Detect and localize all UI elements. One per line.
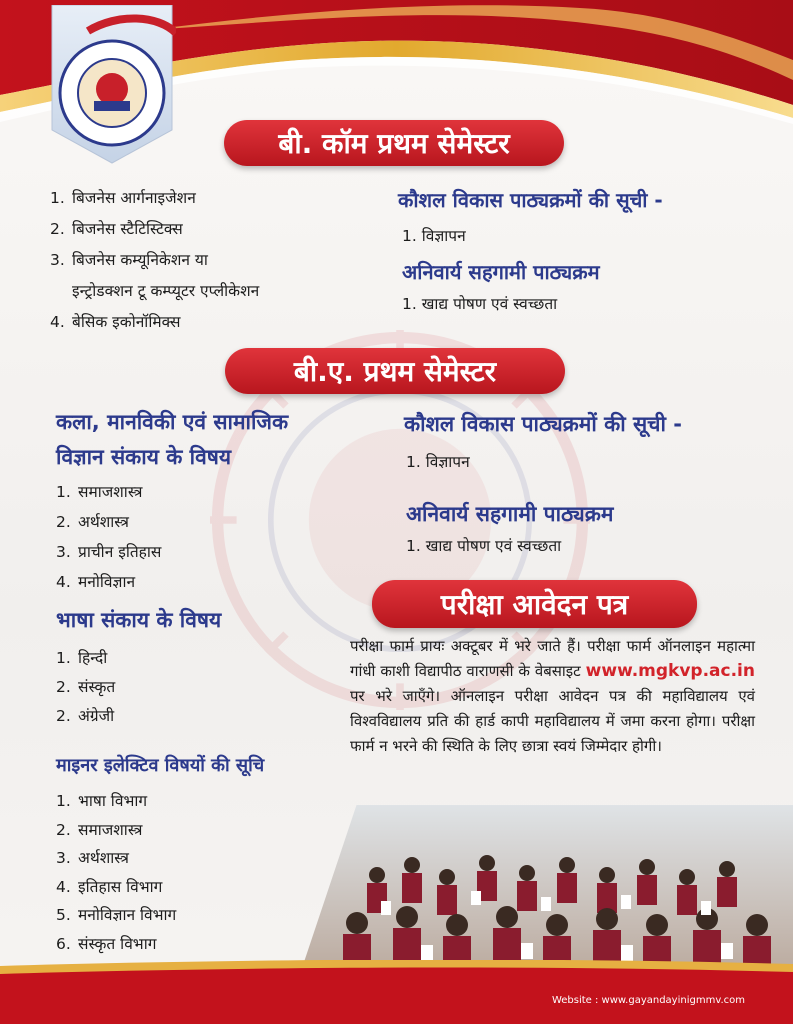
bottom-red-gold-band <box>0 960 793 1024</box>
exam-section-title <box>372 580 697 628</box>
ba-section-title <box>225 348 565 394</box>
bcom-title-text: बी. कॉम प्रथम सेमेस्टर <box>278 127 510 160</box>
university-website-link[interactable]: www.mgkvp.ac.in <box>585 661 755 681</box>
list-item: 2. समाजशास्त्र <box>56 820 143 839</box>
ba-arts-heading-line2: विज्ञान संकाय के विषय <box>56 445 232 469</box>
list-item: 1. खाद्य पोषण एवं स्वच्छता <box>406 537 562 555</box>
exam-notice-text-part2: पर भरे जाएँगे। ऑनलाइन परीक्षा आवेदन पत्र की महाविद्यालय एवं विश्वविद्यालय प्रति की हार्ड कापी महाविद्यालय में जमा करना होगा। परीक्षा फार्म न भरने की स्थिति के लिए छात्रा स्वयं जिम्मेदार होगी। <box>350 687 755 755</box>
footer-website-text: Website : www.gayandayinigmmv.com <box>551 995 745 1006</box>
ba-language-subject-list <box>56 646 115 733</box>
ba-skill-heading: कौशल विकास पाठ्यक्रमों की सूची - <box>404 412 682 436</box>
list-item: 1. हिन्दी <box>56 649 108 667</box>
list-item: 4. मनोविज्ञान <box>56 573 136 591</box>
bcom-mandatory-item <box>402 292 557 314</box>
list-item: 2. बिजनेस स्टैटिस्टिक्स <box>50 220 183 238</box>
list-item: 2. अंग्रेजी <box>56 707 115 725</box>
bcom-mandatory-heading: अनिवार्य सहगामी पाठ्यक्रम <box>402 260 600 284</box>
list-item: 1. बिजनेस आर्गनाइजेशन <box>50 189 196 207</box>
ba-language-heading: भाषा संकाय के विषय <box>56 608 222 632</box>
exam-title-text: परीक्षा आवेदन पत्र <box>440 588 629 621</box>
list-item: 4. इतिहास विभाग <box>56 877 163 896</box>
ba-mandatory-heading: अनिवार्य सहगामी पाठ्यक्रम <box>406 502 614 526</box>
ba-minor-heading: माइनर इलेक्टिव विषयों की सूचि <box>56 755 265 776</box>
list-item: 3. अर्थशास्त्र <box>56 849 129 867</box>
list-item: 2. अर्थशास्त्र <box>56 513 129 531</box>
ba-arts-subject-list <box>56 480 161 600</box>
college-emblem-icon <box>48 5 176 165</box>
list-item: 2. संस्कृत <box>56 678 116 696</box>
list-item: 4. बेसिक इकोनॉमिक्स <box>50 313 181 331</box>
exam-notice-text-part1: परीक्षा फार्म प्रायः अक्टूबर में भरे जाते हैं। परीक्षा फार्म ऑनलाइन महात्मा गांधी काशी विद्यापीठ वाराणसी के वेबसाइट <box>350 637 755 680</box>
ba-minor-subject-list <box>56 789 176 960</box>
list-item: 3. प्राचीन इतिहास <box>56 543 162 561</box>
list-item: 1. समाजशास्त्र <box>56 483 143 501</box>
list-item: 1. खाद्य पोषण एवं स्वच्छता <box>402 295 558 313</box>
list-item: 5. मनोविज्ञान विभाग <box>56 906 177 924</box>
list-item: 1. विज्ञापन <box>406 453 470 471</box>
list-item: इन्ट्रोडक्शन टू कम्प्यूटर एप्लीकेशन <box>72 282 260 300</box>
list-item: 1. विज्ञापन <box>402 227 466 245</box>
list-item: 6. संस्कृत विभाग <box>56 934 157 953</box>
ba-arts-heading-line1: कला, मानविकी एवं सामाजिक <box>56 410 289 434</box>
list-item: 1. भाषा विभाग <box>56 792 148 810</box>
exam-notice-paragraph <box>350 634 755 759</box>
bcom-skill-heading: कौशल विकास पाठ्यक्रमों की सूची - <box>398 188 663 212</box>
bcom-skill-item <box>402 224 466 246</box>
ba-mandatory-item <box>406 534 561 556</box>
ba-skill-item <box>406 450 470 472</box>
ba-title-text: बी.ए. प्रथम सेमेस्टर <box>293 355 497 388</box>
bcom-section-title <box>224 120 564 166</box>
students-holding-forms-photo <box>297 805 793 983</box>
bcom-subject-list <box>50 186 259 341</box>
list-item: 3. बिजनेस कम्यूनिकेशन या <box>50 251 208 269</box>
